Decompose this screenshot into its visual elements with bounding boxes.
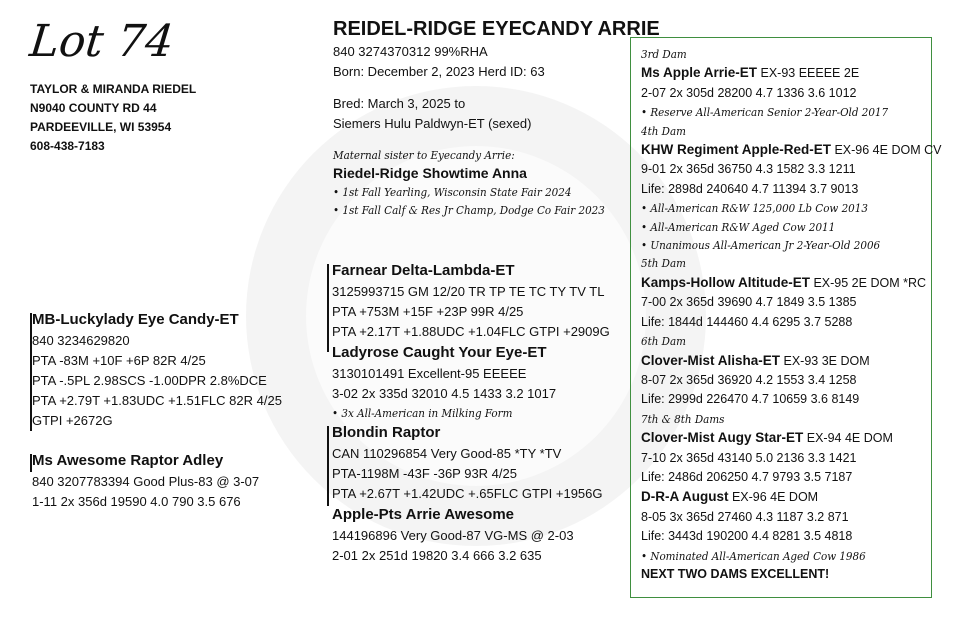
dam-block: [30, 450, 259, 512]
dam3-label: 3rd Dam: [641, 47, 687, 61]
lot-number: Lot 74: [27, 16, 177, 67]
dam5-header: [641, 273, 941, 293]
sire-line: PTA +2.79T +1.83UDC +1.51FLC 82R 4/25: [32, 393, 282, 408]
dam-sire-block: [327, 422, 603, 566]
pedigree-bar: [327, 426, 329, 506]
sire-line: GTPI +2672G: [32, 413, 113, 428]
dam5-lifetime: Life: 1844d 144460 4.4 6295 3.7 5288: [641, 314, 853, 329]
dam3-note: • Reserve All-American Senior 2-Year-Old 2017: [641, 105, 889, 120]
dam6-label: 6th Dam: [641, 334, 686, 349]
pedigree-bar: [327, 264, 329, 352]
sire-sire-line: PTA +2.17T +1.88UDC +1.04FLC GTPI +2909G: [332, 324, 610, 339]
owner-info: [30, 80, 196, 156]
sister-award: • 1st Fall Calf & Res Jr Champ, Dodge Co Fair 2023: [333, 203, 605, 217]
box-footer: NEXT TWO DAMS EXCELLENT!: [641, 566, 830, 581]
dam-sire-name: Blondin Raptor: [332, 424, 441, 441]
owner-address: N9040 COUNTY RD 44: [30, 101, 157, 115]
sister-label: Maternal sister to Eyecandy Arrie:: [333, 148, 515, 162]
dam4-note: • All-American R&W Aged Cow 2011: [641, 219, 836, 234]
dam-dam-line: 144196896 Very Good-87 VG-MS @ 2-03: [332, 528, 574, 543]
sire-dam-note: • 3x All-American in Milking Form: [332, 406, 513, 420]
dams-box: [630, 37, 942, 598]
sire-dam-line: 3130101491 Excellent-95 EEEEE: [332, 366, 527, 381]
dam3-header: [641, 63, 941, 83]
animal-bred-sire: Siemers Hulu Paldwyn-ET (sexed): [333, 116, 532, 131]
dam4-lifetime: Life: 2898d 240640 4.7 11394 3.7 9013: [641, 181, 859, 196]
dam-line: 1-11 2x 356d 19590 4.0 790 3.5 676: [32, 494, 241, 509]
dam-sire-line: PTA +2.67T +1.42UDC +.65FLC GTPI +1956G: [332, 486, 603, 501]
dam8-header: [641, 487, 941, 507]
sire-sire-line: PTA +753M +15F +23P 99R 4/25: [332, 304, 524, 319]
dam-name: Ms Awesome Raptor Adley: [32, 452, 224, 469]
dam-sire-line: CAN 110296854 Very Good-85 *TY *TV: [332, 446, 562, 461]
dam8-record: 8-05 3x 365d 27460 4.3 1187 3.2 871: [641, 509, 849, 524]
dam-line: 840 3207783394 Good Plus-83 @ 3-07: [32, 474, 260, 489]
dam8-note: • Nominated All-American Aged Cow 1986: [641, 548, 866, 563]
sire-name: MB-Luckylady Eye Candy-ET: [32, 311, 239, 328]
dam7-lifetime: Life: 2486d 206250 4.7 9793 3.5 7187: [641, 469, 853, 484]
dam8-name: D-R-A August: [641, 489, 729, 505]
dam3-class: EX-93 EEEEE 2E: [757, 66, 860, 81]
dam6-lifetime: Life: 2999d 226470 4.7 10659 3.6 8149: [641, 392, 860, 407]
dam4-label: 4th Dam: [641, 123, 686, 138]
sire-sire-line: 3125993715 GM 12/20 TR TP TE TC TY TV TL: [332, 284, 605, 299]
animal-born: Born: December 2, 2023 Herd ID: 63: [333, 64, 545, 79]
dam6-name: Clover-Mist Alisha-ET: [641, 352, 781, 368]
pedigree-bar: [30, 313, 32, 431]
dam4-note: • All-American R&W 125,000 Lb Cow 2013: [641, 201, 868, 216]
sister-award: • 1st Fall Yearling, Wisconsin State Fair 2024: [333, 185, 572, 199]
sire-dam-line: 3-02 2x 335d 32010 4.5 1433 3.2 1017: [332, 386, 557, 401]
owner-name: TAYLOR & MIRANDA RIEDEL: [30, 82, 197, 96]
dam6-class: EX-93 3E DOM: [780, 353, 870, 368]
dam6-record: 8-07 2x 365d 36920 4.2 1553 3.4 1258: [641, 372, 857, 387]
dam4-header: [641, 140, 941, 160]
dam4-note: • Unanimous All-American Jr 2-Year-Old 2006: [641, 238, 881, 253]
pedigree-bar: [30, 454, 32, 472]
sire-dam-name: Ladyrose Caught Your Eye-ET: [332, 344, 547, 361]
dam-dam-name: Apple-Pts Arrie Awesome: [332, 506, 514, 523]
dam5-record: 7-00 2x 365d 39690 4.7 1849 3.5 1385: [641, 295, 857, 310]
dam7-header: [641, 428, 941, 448]
sire-sire-block: [327, 260, 610, 422]
dam6-header: [641, 351, 941, 371]
dam3-record: 2-07 2x 305d 28200 4.7 1336 3.6 1012: [641, 85, 857, 100]
dam5-name: Kamps-Hollow Altitude-ET: [641, 274, 810, 290]
sister-name: Riedel-Ridge Showtime Anna: [333, 165, 527, 181]
sire-sire-name: Farnear Delta-Lambda-ET: [332, 262, 515, 279]
sire-line: PTA -83M +10F +6P 82R 4/25: [32, 353, 206, 368]
dam7-class: EX-94 4E DOM: [803, 431, 893, 446]
dam-dam-line: 2-01 2x 251d 19820 3.4 666 3.2 635: [332, 548, 542, 563]
dam7-record: 7-10 2x 365d 43140 5.0 2136 3.3 1421: [641, 450, 857, 465]
sire-line: PTA -.5PL 2.98SCS -1.00DPR 2.8%DCE: [32, 373, 267, 388]
owner-city: PARDEEVILLE, WI 53954: [30, 120, 172, 134]
dam-sire-line: PTA-1198M -43F -36P 93R 4/25: [332, 466, 517, 481]
animal-reg: 840 3274370312 99%RHA: [333, 44, 488, 59]
dam4-name: KHW Regiment Apple-Red-ET: [641, 142, 831, 158]
dam3-name: Ms Apple Arrie-ET: [641, 65, 758, 81]
animal-name: REIDEL-RIDGE EYECANDY ARRIE: [333, 18, 660, 40]
dam7-name: Clover-Mist Augy Star-ET: [641, 430, 804, 446]
sire-block: [30, 309, 282, 431]
animal-bred: Bred: March 3, 2025 to: [333, 96, 466, 111]
dam78-label: 7th & 8th Dams: [641, 411, 725, 426]
owner-phone: 608-438-7183: [30, 139, 105, 153]
dam5-label: 5th Dam: [641, 256, 686, 271]
dam8-lifetime: Life: 3443d 190200 4.4 8281 3.5 4818: [641, 529, 853, 544]
dam5-class: EX-95 2E DOM *RC: [810, 275, 927, 290]
dam8-class: EX-96 4E DOM: [728, 490, 819, 505]
sire-line: 840 3234629820: [32, 333, 130, 348]
dam4-record: 9-01 2x 365d 36750 4.3 1582 3.3 1211: [641, 162, 856, 177]
dam4-class: EX-96 4E DOM CV: [831, 143, 942, 158]
animal-info: [333, 16, 660, 219]
